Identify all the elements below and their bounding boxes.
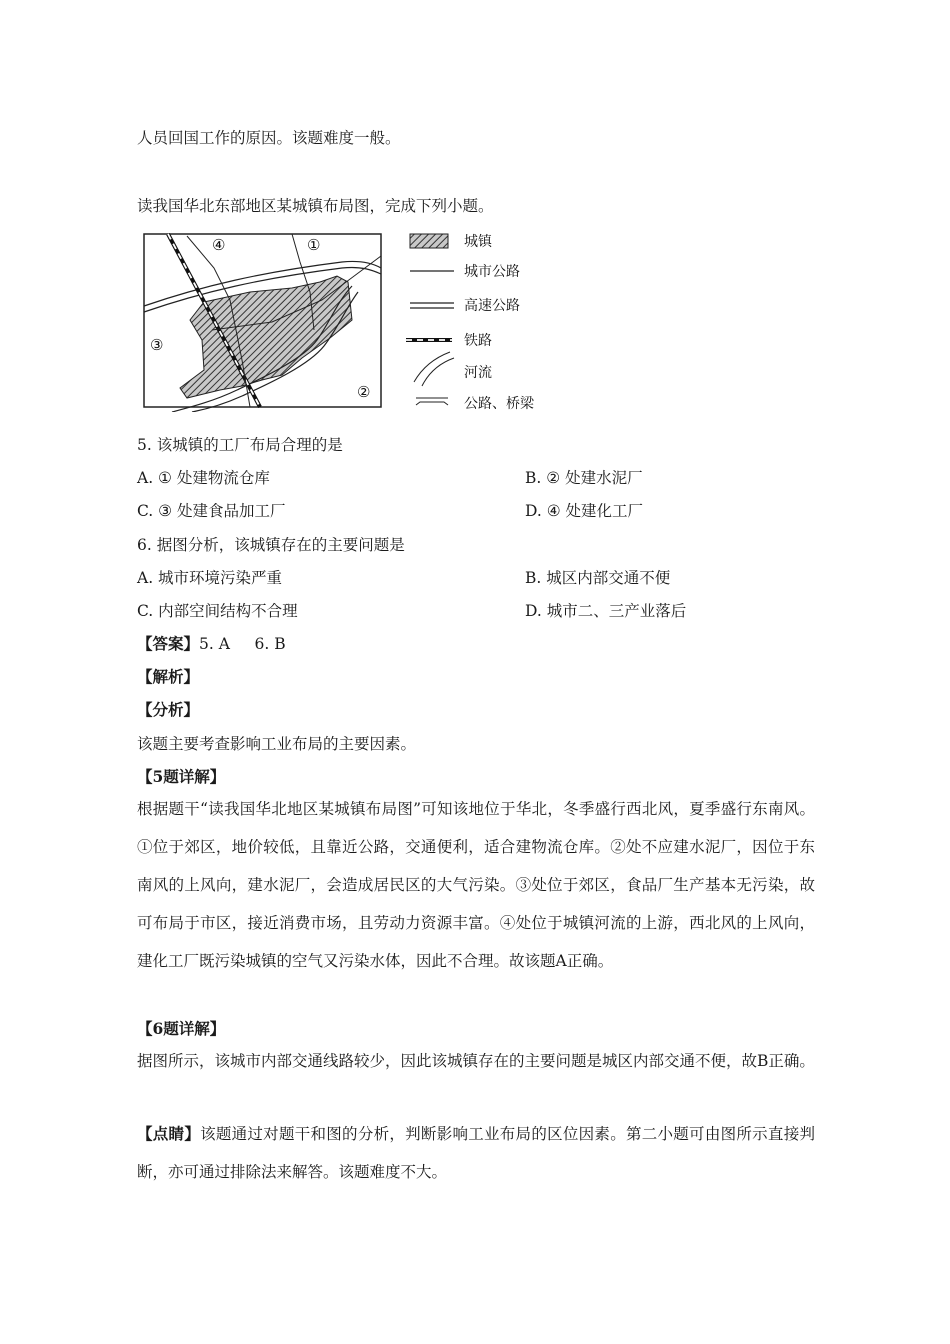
q5-option-b: B. ② 处建水泥厂 — [525, 469, 643, 487]
legend-town: 城镇 — [464, 234, 492, 250]
legend-city-road: 城市公路 — [464, 264, 520, 280]
legend-railway: 铁路 — [464, 333, 492, 349]
q5-option-c: C. ③ 处建食品加工厂 — [137, 502, 286, 520]
intro-tail: 人员回国工作的原因。该题难度一般。 — [137, 129, 401, 147]
dianjing-paragraph — [137, 1115, 815, 1193]
marker-3: ③ — [150, 336, 164, 354]
q6-option-c: C. 内部空间结构不合理 — [137, 602, 298, 620]
q5-option-d: D. ④ 处建化工厂 — [525, 502, 644, 520]
legend-river: 河流 — [464, 365, 492, 381]
q5-detail-text: 根据题干“读我国华北地区某城镇布局图”可知该地位于华北，冬季盛行西北风，夏季盛行东南风。①位于郊区，地价较低，且靠近公路，交通便利，适合建物流仓库。②处不应建水泥厂，因位于东南风的上风向，建水泥厂，会造成居民区的大气污染。③处位于郊区，食品厂生产基本无污染，故可布局于市区，接近消费市场，且劳动力资源丰富。④处位于城镇河流的上游，西北风的上风向，建化工厂既污染城镇的空气又污染水体，因此不合理。故该题A正确。 — [137, 800, 815, 970]
analysis-label: 【解析】 — [137, 667, 200, 686]
q5-stem: 5. 该城镇的工厂布局合理的是 — [137, 436, 343, 454]
legend-bridge: 公路、桥梁 — [464, 396, 534, 412]
dianjing-label: 【点睛】 — [137, 1124, 201, 1143]
town-layout-map — [142, 230, 552, 412]
fenxi-label: 【分析】 — [137, 700, 200, 719]
legend-highway: 高速公路 — [464, 298, 520, 314]
answer-text: 5. A 6. B — [199, 635, 286, 653]
q6-option-d: D. 城市二、三产业落后 — [525, 602, 687, 620]
q5-detail-label: 【5题详解】 — [137, 767, 226, 786]
q6-detail-text: 据图所示，该城市内部交通线路较少，因此该城镇存在的主要问题是城区内部交通不便，故B正确。 — [137, 1052, 815, 1070]
q6-detail-label: 【6题详解】 — [137, 1019, 226, 1038]
legend-town-swatch — [410, 234, 448, 248]
q5-option-a: A. ① 处建物流仓库 — [137, 469, 270, 487]
q6-option-b: B. 城区内部交通不便 — [525, 569, 671, 587]
marker-1: ① — [307, 236, 321, 254]
answer-line — [137, 634, 286, 654]
q6-stem: 6. 据图分析，该城镇存在的主要问题是 — [137, 536, 405, 554]
marker-4: ④ — [212, 236, 226, 254]
legend-bridge-line — [416, 402, 448, 405]
fenxi-text: 该题主要考查影响工业布局的主要因素。 — [137, 735, 417, 753]
q6-option-a: A. 城市环境污染严重 — [137, 569, 283, 587]
legend-river-bank — [422, 358, 454, 386]
legend-river-bank — [414, 352, 450, 382]
answer-label: 【答案】 — [137, 634, 200, 653]
dianjing-text: 该题通过对题干和图的分析，判断影响工业布局的区位因素。第二小题可由图所示直接判断，亦可通过排除法来解答。该题难度不大。 — [137, 1125, 815, 1181]
marker-2: ② — [357, 383, 371, 401]
question-stem: 读我国华北东部地区某城镇布局图，完成下列小题。 — [137, 197, 494, 215]
